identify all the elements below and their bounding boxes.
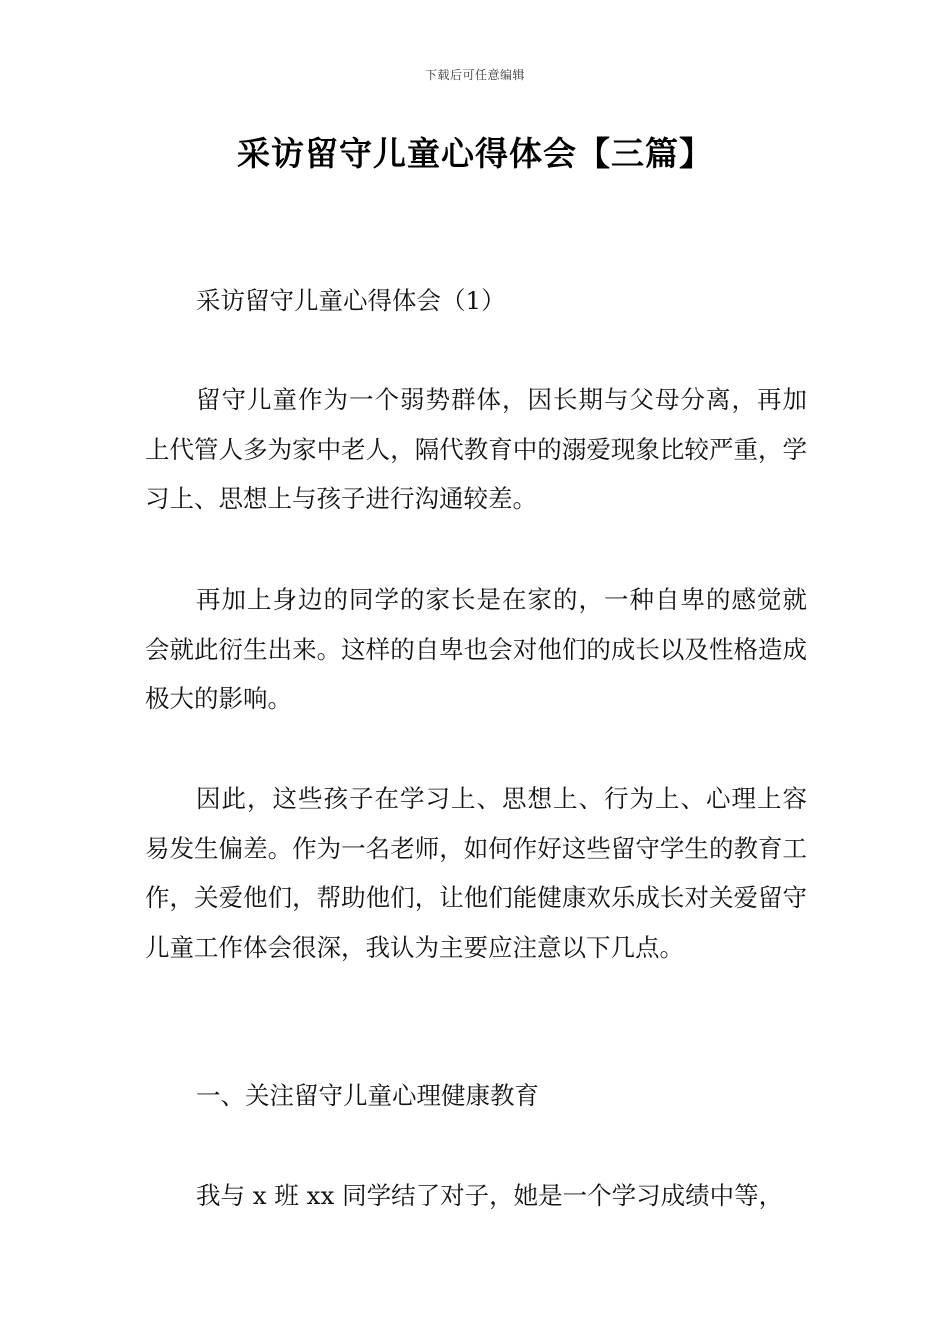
paragraph-2: 再加上身边的同学的家长是在家的，一种自卑的感觉就会就此衍生出来。这样的自卑也会对他们的成长以及性格造成极大的影响。 (145, 585, 807, 713)
paragraph-3: 因此，这些孩子在学习上、思想上、行为上、心理上容易发生偏差。作为一名老师，如何作好这些留守学生的教育工作，关爱他们，帮助他们，让他们能健康欢乐成长对关爱留守儿童工作体会很深，我认为主要应注意以下几点。 (145, 784, 807, 962)
paragraph-1: 留守儿童作为一个弱势群体，因长期与父母分离，再加上代管人多为家中老人，隔代教育中的溺爱现象比较严重，学习上、思想上与孩子进行沟通较差。 (145, 385, 807, 513)
point-heading: 一、关注留守儿童心理健康教育 (196, 1081, 539, 1110)
paragraph-4: 我与 x 班 xx 同学结了对子，她是一个学习成绩中等， (196, 1181, 784, 1210)
section-heading: 采访留守儿童心得体会（1） (196, 286, 506, 315)
header-note: 下载后可任意编辑 (424, 68, 525, 82)
document-title: 采访留守儿童心得体会【三篇】 (237, 134, 713, 173)
